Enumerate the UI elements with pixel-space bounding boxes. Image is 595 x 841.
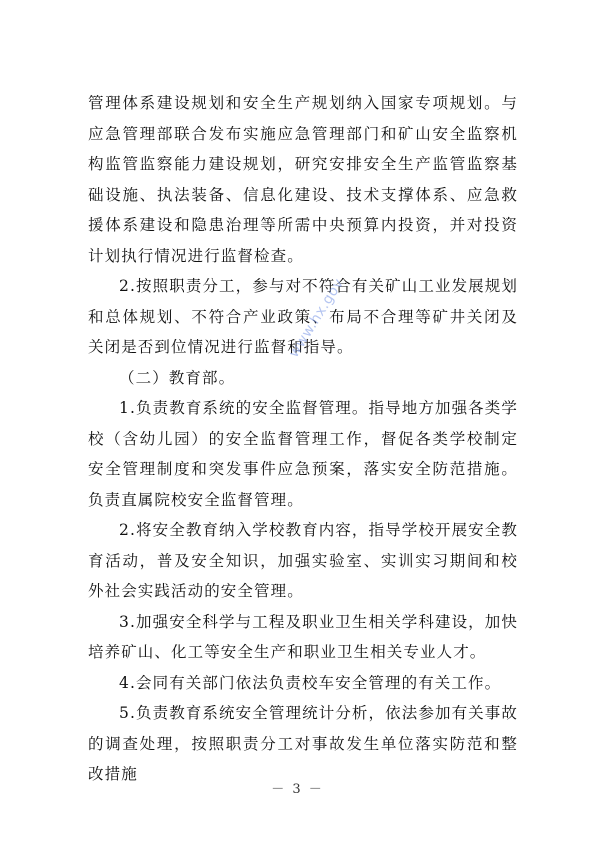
paragraph-7: 4.会同有关部门依法负责校车安全管理的有关工作。 (119, 673, 502, 692)
section-heading-education: （二）教育部。 (119, 368, 236, 387)
watermark: www.hx.gov (286, 275, 348, 361)
paragraph-4: 1.负责教育系统的安全监督管理。指导地方加强各类学校（含幼儿园）的安全监督管理工作，督促各类学校制定安全管理制度和突发事件应急预案，落实安全防范措施。负责直属院校安全监督管理。 (88, 399, 518, 509)
paragraph-8: 5.负责教育系统安全管理统计分析，依法参加有关事故的调查处理，按照职责分工对事故发生单位落实防范和整改措施 (88, 704, 518, 783)
paragraph-2: 2.按照职责分工，参与对不符合有关矿山工业发展规划和总体规划、不符合产业政策、布局不合理等矿井关闭及关闭是否到位情况进行监督和指导。 (88, 277, 518, 356)
document-body (88, 88, 518, 790)
page-number: － 3 － (271, 782, 324, 797)
paragraph-5: 2.将安全教育纳入学校教育内容，指导学校开展安全教育活动，普及安全知识，加强实验室、实训实习期间和校外社会实践活动的安全管理。 (88, 521, 518, 600)
paragraph-1: 管理体系建设规划和安全生产规划纳入国家专项规划。与应急管理部联合发布实施应急管理部门和矿山安全监察机构监管监察能力建设规划，研究安排安全生产监管监察基础设施、执法装备、信息化建设、技术支撑体系、应急救援体系建设和隐患治理等所需中央预算内投资，并对投资计划执行情况进行监督检查。 (88, 94, 518, 265)
paragraph-6: 3.加强安全科学与工程及职业卫生相关学科建设，加快培养矿山、化工等安全生产和职业卫生相关专业人才。 (88, 612, 518, 661)
